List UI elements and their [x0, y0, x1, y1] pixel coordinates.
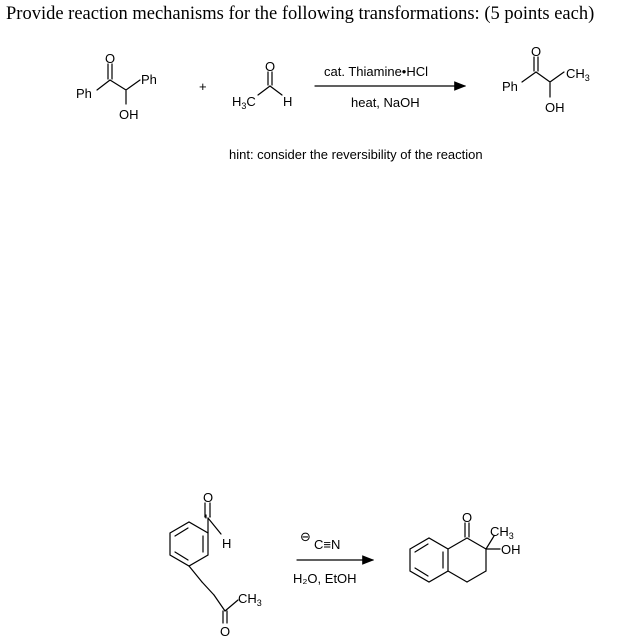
bicyclic-product-structure	[410, 510, 521, 582]
reaction-1	[76, 44, 590, 162]
hint-text: hint: consider the reversibility of the reaction	[229, 147, 483, 162]
ketone-methyl-label: $CH_3$	[238, 591, 262, 608]
benzoin-phenyl-right-label: Ph	[141, 72, 157, 87]
ketone-oxygen-label: O	[220, 624, 231, 639]
aldehyde-oxygen-label: O	[203, 490, 214, 505]
product-2-ketone-oxygen-label: O	[462, 510, 473, 525]
product-hydroxyl-label: OH	[545, 100, 565, 115]
acetaldehyde-methyl-label: $H_3C$	[232, 94, 256, 111]
acyloin-product-structure	[502, 44, 590, 115]
question-heading: Provide reaction mechanisms for the following transformations: (5 points each)	[6, 4, 595, 24]
acetaldehyde-structure	[232, 59, 292, 111]
benzoin-carbonyl-oxygen-label: O	[105, 51, 116, 66]
solvent-condition-label: H₂O, EtOH	[293, 571, 357, 586]
benzoin-structure	[76, 51, 157, 122]
reaction-2	[170, 490, 521, 639]
product-carbonyl-oxygen-label: O	[531, 44, 542, 59]
product-2-hydroxyl-label: OH	[501, 542, 521, 557]
product-2-methyl-label: $CH_3$	[490, 524, 514, 541]
plus-sign: +	[199, 79, 207, 94]
aldehyde-hydrogen-label: H	[222, 536, 232, 551]
product-phenyl-label: Ph	[502, 79, 518, 94]
product-methyl-label: $CH_3$	[566, 66, 590, 83]
benzoin-hydroxyl-label: OH	[119, 107, 139, 122]
benzoin-phenyl-left-label: Ph	[76, 86, 92, 101]
acetaldehyde-hydrogen-label: H	[283, 94, 293, 109]
condition-heat-base: heat, NaOH	[351, 95, 420, 110]
condition-catalyst: cat. Thiamine•HCl	[324, 64, 429, 79]
keto-aldehyde-structure	[170, 490, 262, 639]
acetaldehyde-oxygen-text: O	[265, 59, 276, 74]
cyanide-charge-icon: ⊖	[300, 529, 311, 544]
cyanide-reagent-label: C≡N	[314, 537, 341, 552]
